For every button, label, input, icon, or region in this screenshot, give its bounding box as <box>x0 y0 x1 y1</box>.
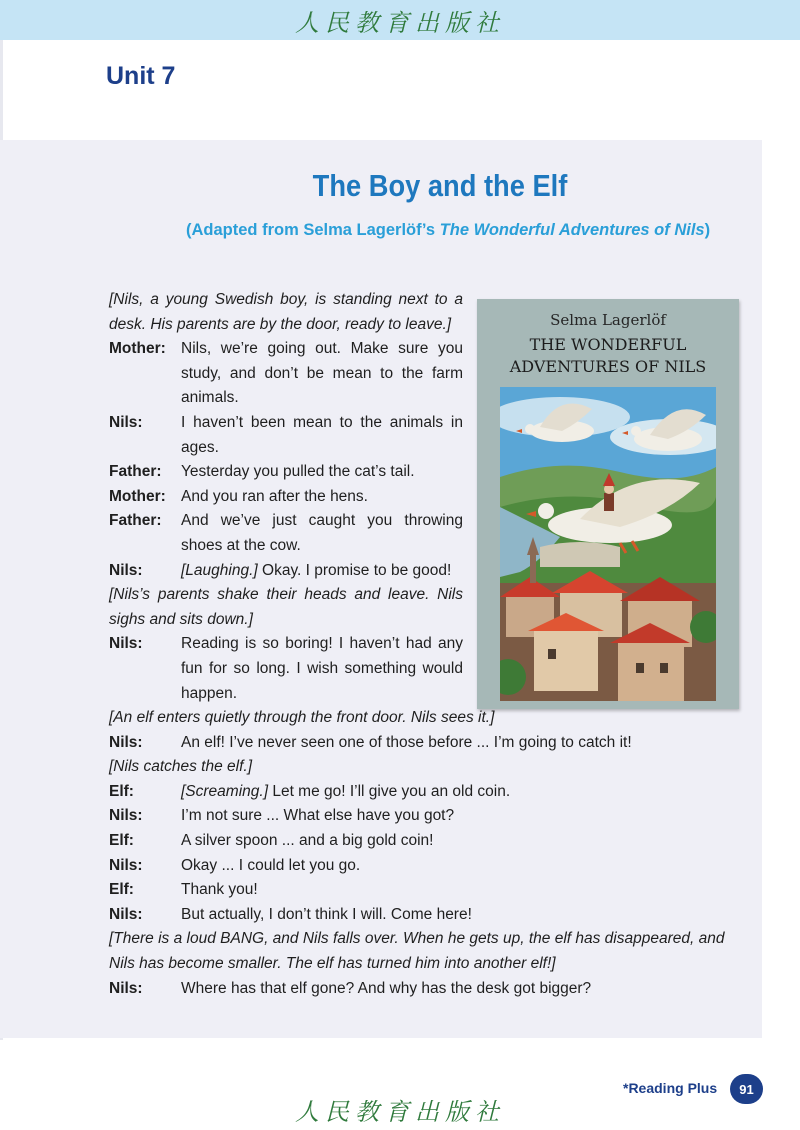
speech: Okay ... I could let you go. <box>181 856 361 874</box>
speaker: Mother: <box>109 487 166 505</box>
dialogue-line <box>109 559 749 584</box>
speaker: Father: <box>109 512 162 530</box>
speaker: Father: <box>109 463 162 481</box>
speech <box>181 559 463 584</box>
page-number: 91 <box>730 1074 763 1104</box>
speaker: Nils: <box>109 905 143 923</box>
cover-title-line: ADVENTURES OF NILS <box>509 357 707 376</box>
dialogue-line <box>109 780 749 805</box>
dialogue-line <box>109 829 749 854</box>
story-title: The Boy and the Elf <box>312 168 568 203</box>
stage-direction: [There is a loud BANG, and Nils falls over. When he gets up, the elf has disappeared, and Nils has become smaller. The elf has turned him into another elf!] <box>109 930 725 973</box>
dialogue-line <box>109 854 749 879</box>
subtitle-suffix: ) <box>704 221 711 239</box>
speaker: Elf: <box>109 782 134 800</box>
speaker: Nils: <box>109 561 143 579</box>
speech: And we’ve just caught you throwing shoes at the cow. <box>181 512 463 554</box>
speech: Thank you! <box>181 881 258 899</box>
dialogue-line <box>109 903 749 928</box>
publisher-logo: 人民教育出版社 <box>295 8 505 37</box>
speaker: Nils: <box>109 413 143 431</box>
speaker: Nils: <box>109 979 143 997</box>
speaker: Nils: <box>109 733 143 751</box>
inline-direction: [Screaming.] <box>181 782 269 800</box>
dialogue-line <box>109 337 749 411</box>
cover-title-line: THE WONDERFUL <box>529 335 687 354</box>
unit-title: Unit 7 <box>106 62 176 90</box>
speech: An elf! I’ve never seen one of those before ... I’m going to catch it! <box>181 733 632 751</box>
footer-publisher-logo <box>0 1092 800 1127</box>
dialogue-line <box>109 485 749 510</box>
speech-text: Okay. I promise to be good! <box>257 561 452 579</box>
speaker: Elf: <box>109 881 134 899</box>
dialogue-line <box>109 731 749 756</box>
speech: Where has that elf gone? And why has the desk got bigger? <box>181 979 592 997</box>
dialogue-line <box>109 632 749 706</box>
stage-direction: [Nils’s parents shake their heads and leave. Nils sighs and sits down.] <box>109 586 463 628</box>
stage-direction: [Nils, a young Swedish boy, is standing next to a desk. His parents are by the door, ready to leave.] <box>109 291 463 333</box>
dialogue-line <box>109 804 749 829</box>
story-subtitle <box>186 221 710 240</box>
inline-direction: [Laughing.] <box>181 561 258 579</box>
stage-direction: [An elf enters quietly through the front door. Nils sees it.] <box>109 709 495 727</box>
speech: A silver spoon ... and a big gold coin! <box>181 832 434 850</box>
speech: I’m not sure ... What else have you got? <box>181 807 455 825</box>
speech: I haven’t been mean to the animals in ages. <box>181 413 463 456</box>
speaker: Nils: <box>109 856 143 874</box>
speech: Nils, we’re going out. Make sure you study, and don’t be mean to the farm animals. <box>181 340 463 407</box>
stage-direction: [Nils catches the elf.] <box>109 758 253 776</box>
speaker: Mother: <box>109 340 166 358</box>
dialogue-line <box>109 878 749 903</box>
speech-text: Let me go! I’ll give you an old coin. <box>268 782 511 800</box>
dialogue-line <box>109 411 749 460</box>
speech: Yesterday you pulled the cat’s tail. <box>181 463 415 481</box>
speech <box>181 780 749 805</box>
dialogue-line <box>109 509 749 558</box>
speaker: Nils: <box>109 635 143 653</box>
play-script <box>109 288 749 1001</box>
subtitle-book-title: The Wonderful Adventures of Nils <box>439 221 705 239</box>
speech: And you ran after the hens. <box>181 487 368 505</box>
dialogue-line <box>109 460 749 485</box>
speech: Reading is so boring! I haven’t had any fun for so long. I wish something would happen. <box>181 635 463 702</box>
cover-author: Selma Lagerlöf <box>550 311 666 329</box>
footer-publisher-text: 人民教育出版社 <box>295 1098 505 1126</box>
dialogue-line <box>109 977 749 1002</box>
speaker: Elf: <box>109 832 134 850</box>
speaker: Nils: <box>109 807 143 825</box>
speech: But actually, I don’t think I will. Come here! <box>181 905 472 923</box>
top-banner <box>0 0 800 40</box>
section-label: *Reading Plus <box>623 1080 718 1096</box>
subtitle-prefix: (Adapted from Selma Lagerlöf’s <box>186 221 440 239</box>
